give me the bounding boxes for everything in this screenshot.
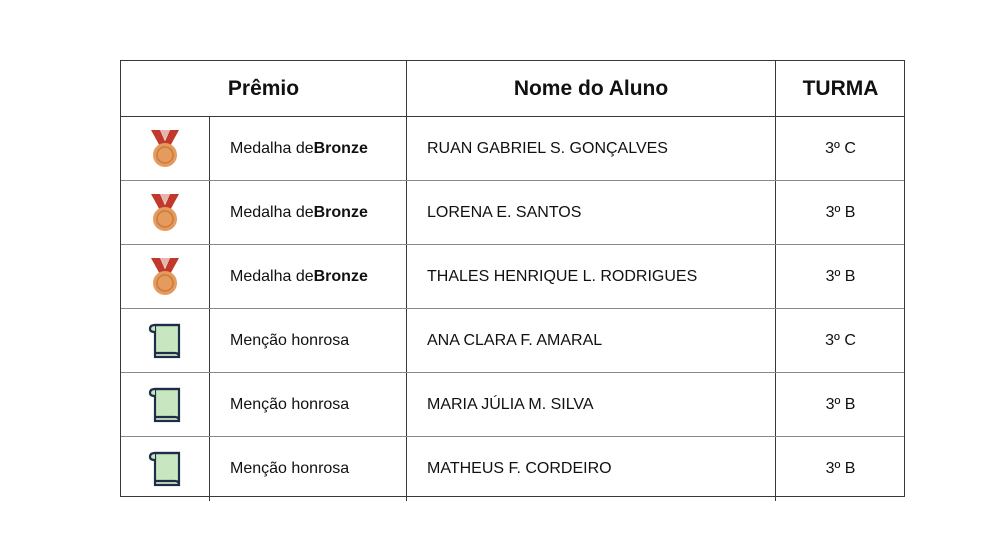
header-turma: TURMA — [775, 61, 905, 116]
bronze-medal-icon — [121, 181, 209, 244]
scroll-icon — [121, 309, 209, 372]
bronze-medal-icon — [121, 117, 209, 180]
award-label: Menção honrosa — [209, 309, 406, 372]
student-class: 3º B — [775, 245, 905, 308]
student-name: MATHEUS F. CORDEIRO — [406, 437, 775, 501]
table-row — [121, 117, 904, 181]
student-name: RUAN GABRIEL S. GONÇALVES — [406, 117, 775, 180]
student-name: MARIA JÚLIA M. SILVA — [406, 373, 775, 436]
table-row — [121, 245, 904, 309]
header-premio: Prêmio — [227, 76, 300, 100]
table-row — [121, 309, 904, 373]
student-name: THALES HENRIQUE L. RODRIGUES — [406, 245, 775, 308]
table-header — [121, 61, 904, 117]
award-label: Medalha de Bronze — [209, 245, 406, 308]
student-class: 3º C — [775, 309, 905, 372]
bronze-medal-icon — [121, 245, 209, 308]
header-nome: Nome do Aluno — [406, 61, 775, 116]
award-label: Menção honrosa — [209, 437, 406, 501]
scroll-icon — [121, 373, 209, 436]
award-label: Menção honrosa — [209, 373, 406, 436]
scroll-icon — [121, 437, 209, 501]
student-class: 3º B — [775, 181, 905, 244]
table-row — [121, 437, 904, 501]
awards-table — [120, 60, 905, 497]
student-class: 3º C — [775, 117, 905, 180]
student-class: 3º B — [775, 373, 905, 436]
student-class: 3º B — [775, 437, 905, 501]
table-row — [121, 181, 904, 245]
table-row — [121, 373, 904, 437]
award-label: Medalha de Bronze — [209, 181, 406, 244]
student-name: ANA CLARA F. AMARAL — [406, 309, 775, 372]
student-name: LORENA E. SANTOS — [406, 181, 775, 244]
award-label: Medalha de Bronze — [209, 117, 406, 180]
